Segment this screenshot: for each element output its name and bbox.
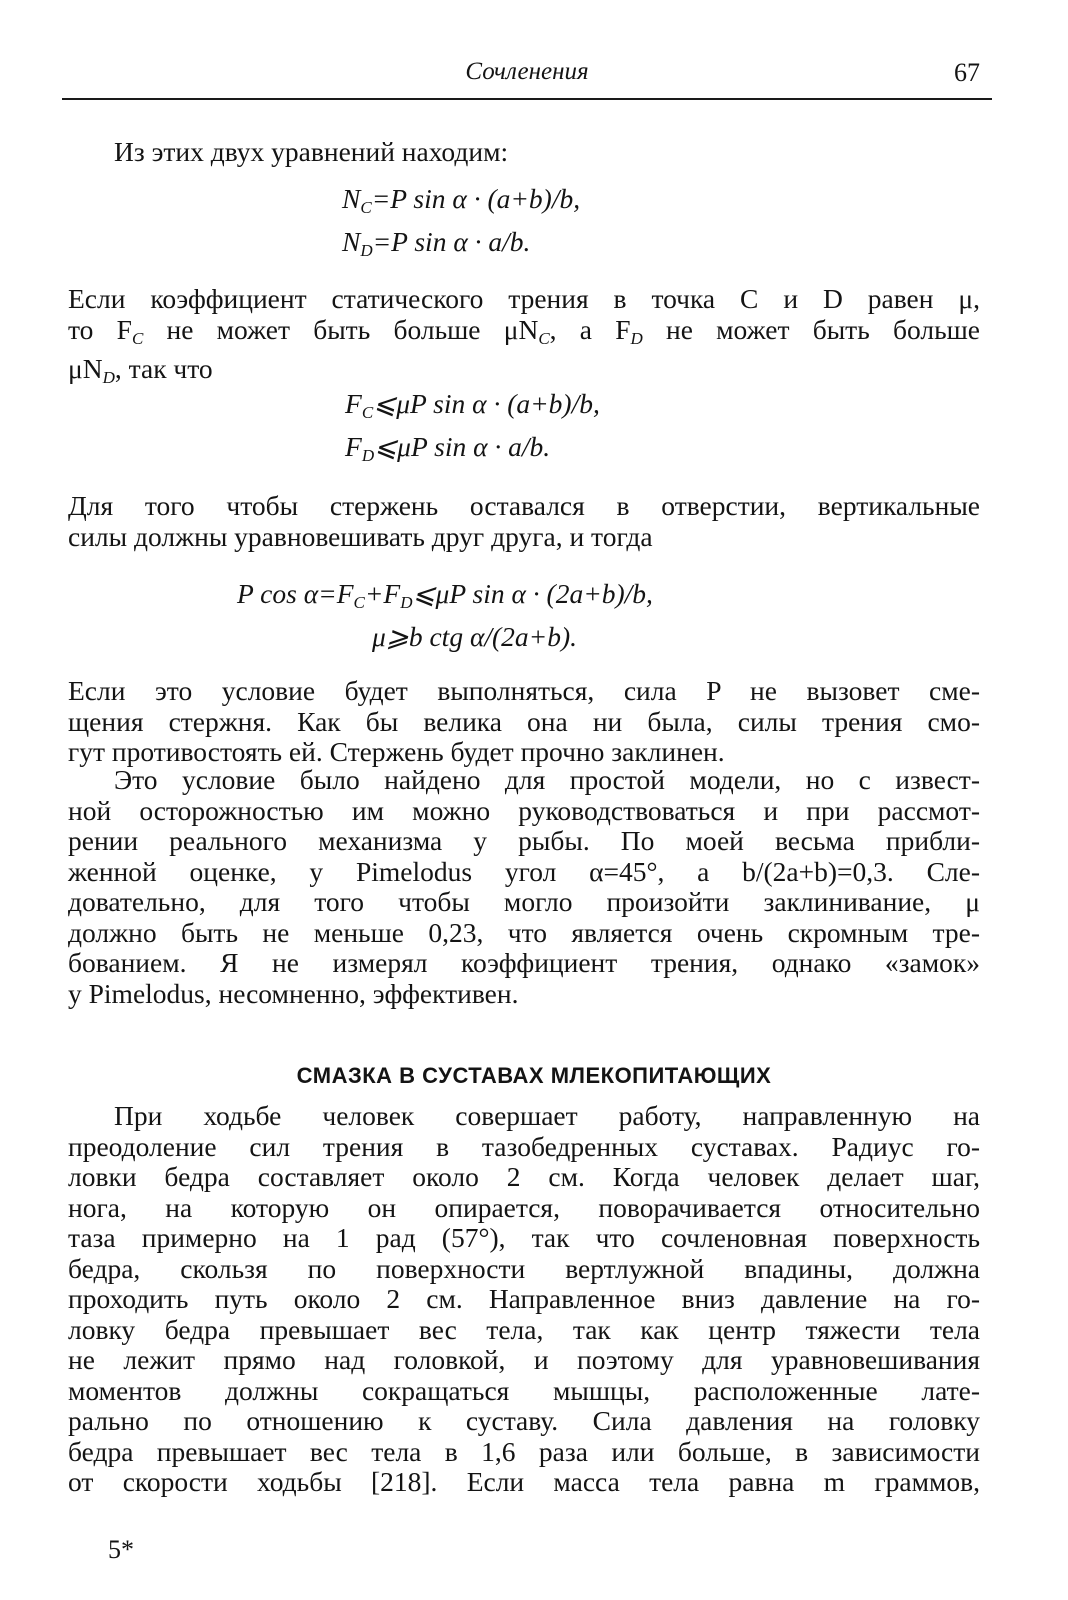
text-line: ной осторожностью им можно руководствоваться и при рассмот- xyxy=(68,794,980,826)
text-line: от скорости ходьбы [218]. Если масса тела равна m граммов, xyxy=(68,1466,980,1497)
text-line: преодоление сил трения в тазобедренных суставах. Радиус го- xyxy=(68,1130,980,1162)
header-rule xyxy=(62,98,992,100)
paragraph-model xyxy=(68,765,980,1009)
text-line: Из этих двух уравнений находим: xyxy=(114,136,509,167)
text-line: нога, на которую он опирается, поворачивается относительно xyxy=(68,1191,980,1223)
text-line: довательно, для того чтобы могло произойти заклинивание, μ xyxy=(68,886,980,917)
equation-mu: μ⩾b ctg α/(2a+b). xyxy=(372,621,578,652)
text-line: бедра, скользя по поверхности вертлужной впадины, должна xyxy=(68,1252,980,1284)
text-line: ловку бедра превышает вес тела, так как центр тяжести тела xyxy=(68,1313,980,1345)
paragraph-vertical xyxy=(68,491,980,552)
equation-fd: $F_D⩽\mu P$ sin α · a/b. xyxy=(345,431,551,465)
running-title: Сочленения xyxy=(465,58,589,85)
paragraph-walking xyxy=(68,1101,980,1498)
text-line: Для того чтобы стержень оставался в отверстии, вертикальные xyxy=(68,490,980,521)
paragraph-friction xyxy=(68,284,980,394)
equation-nc: $N_C=P$ sin α · (a+b)/b, xyxy=(342,183,581,217)
text-line: гут противостоять ей. Стержень будет прочно заклинен. xyxy=(68,736,725,767)
text-line: Если это условие будет выполняться, сила P не вызовет сме- xyxy=(68,675,980,706)
paragraph-intro xyxy=(68,137,980,168)
text-line: женной оценке, у Pimelodus угол α=45°, а b/(2a+b)=0,3. Сле- xyxy=(68,855,980,887)
paragraph-condition xyxy=(68,676,980,768)
text-line: силы должны уравновешивать друг друга, и тогда xyxy=(68,520,653,552)
equation-fc: $F_C⩽\mu P$ sin α · (a+b)/b, xyxy=(345,388,600,422)
section-heading: СМАЗКА В СУСТАВАХ МЛЕКОПИТАЮЩИХ xyxy=(296,1063,772,1088)
page-header xyxy=(62,58,992,94)
page-number: 67 xyxy=(954,58,980,87)
text-line: $\mu N_D$, так что xyxy=(68,353,213,387)
equation-nd: $N_D=P$ sin α · a/b. xyxy=(342,226,531,260)
text-line: Это условие было найдено для простой модели, но с извест- xyxy=(114,764,980,795)
text-line: моментов должны сокращаться мышцы, расположенные лате- xyxy=(68,1374,980,1406)
text-line: не лежит прямо над головкой, и поэтому для уравновешивания xyxy=(68,1344,980,1375)
text-line: таза примерно на 1 рад (57°), так что сочленовная поверхность xyxy=(68,1222,980,1253)
text-line: должно быть не меньше 0,23, что является очень скромным тре- xyxy=(68,916,980,948)
text-line: у Pimelodus, несомненно, эффективен. xyxy=(68,977,519,1009)
text-line: Если коэффициент статического трения в точка C и D равен μ, xyxy=(68,283,980,314)
text-line: бованием. Я не измерял коэффициент трения, однако «замок» xyxy=(68,947,980,978)
text-line: При ходьбе человек совершает работу, направленную на xyxy=(114,1100,980,1131)
signature-mark: 5* xyxy=(108,1535,134,1564)
text-line: рально по отношению к суставу. Сила давления на головку xyxy=(68,1405,980,1436)
text-line: проходить путь около 2 см. Направленное вниз давление на го- xyxy=(68,1283,980,1314)
equation-pcos: P $\cos \alpha=F_C+F_D⩽\mu P$ sin α · (2a+b)/b, xyxy=(237,578,653,612)
text-line: ловки бедра составляет около 2 см. Когда человек делает шаг, xyxy=(68,1161,980,1192)
text-line: бедра превышает вес тела в 1,6 раза или больше, в зависимости xyxy=(68,1435,980,1467)
text-line: то $F_C$ не может быть больше $\mu N_C$, а $F_D$ не может быть больше xyxy=(68,313,980,348)
text-line: щения стержня. Как бы велика она ни была, силы трения смо- xyxy=(68,705,980,737)
text-line: рении реального механизма у рыбы. По моей весьма прибли- xyxy=(68,825,980,856)
